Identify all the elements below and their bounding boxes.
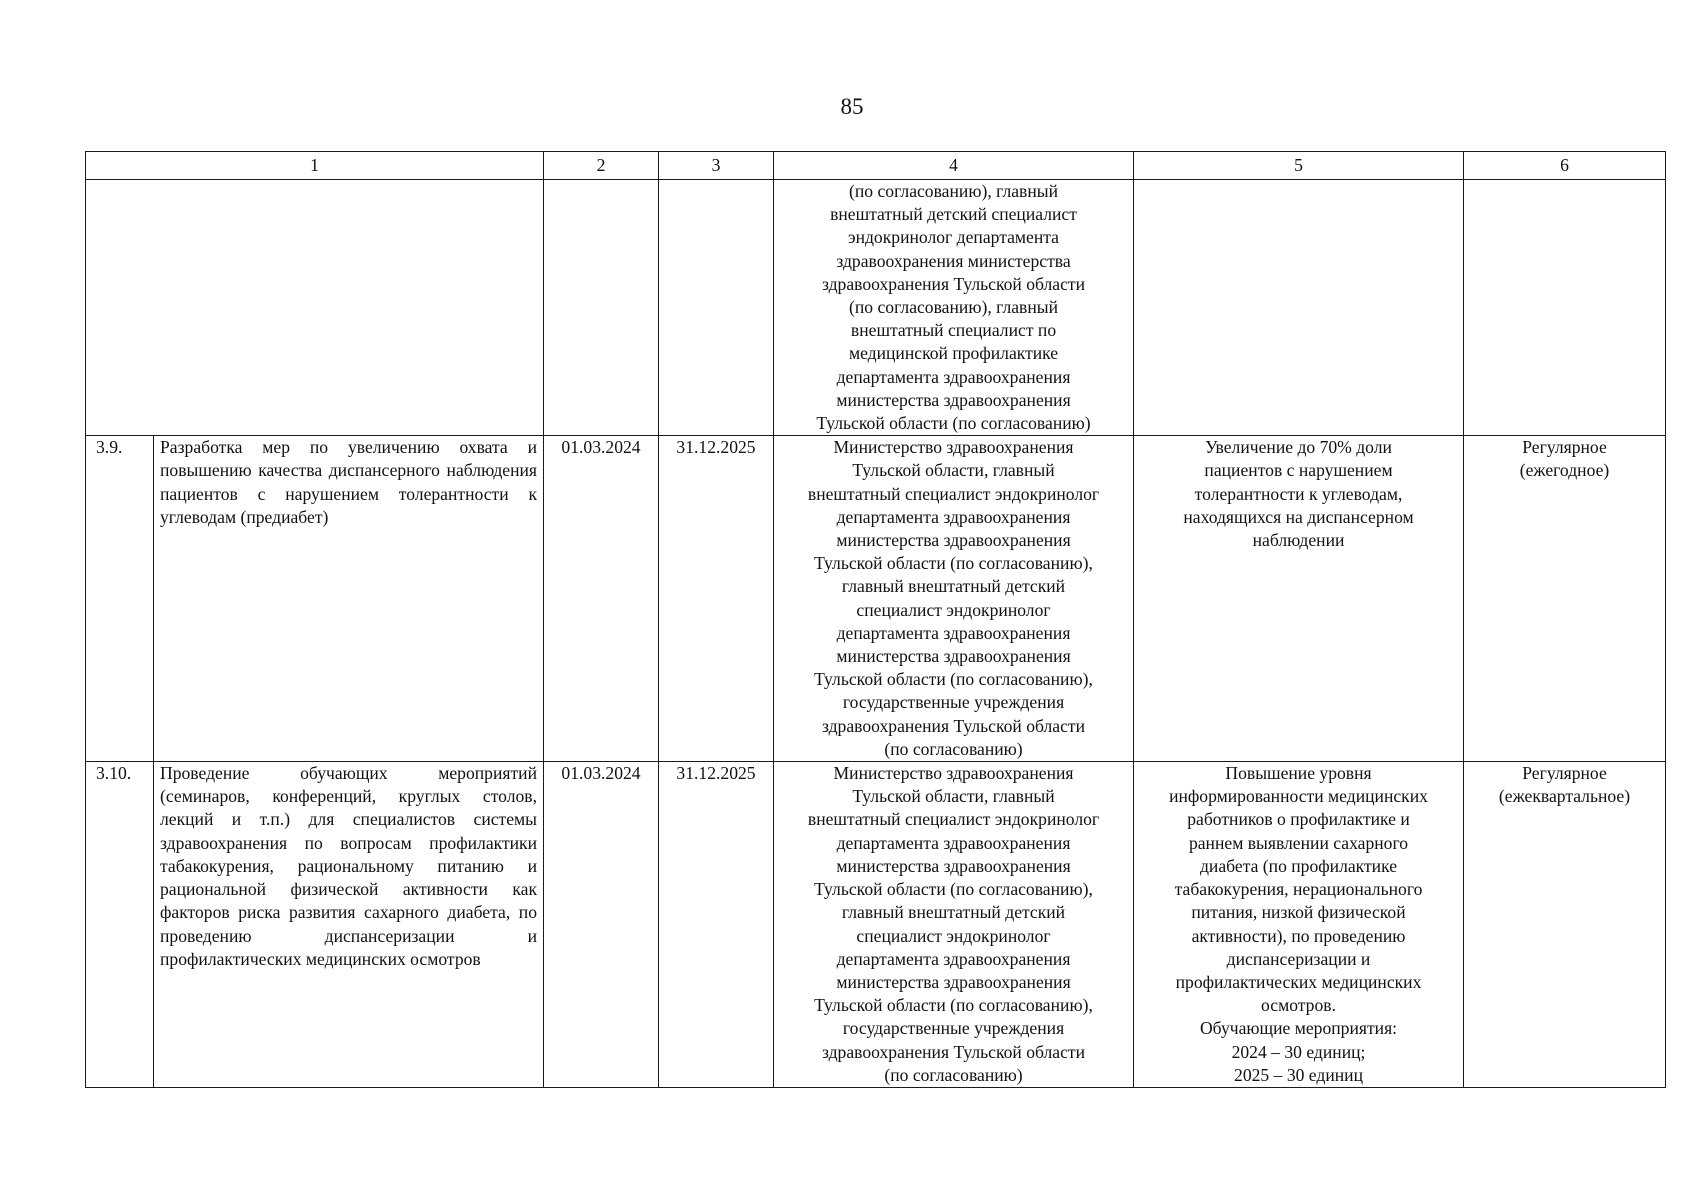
responsible-line: министерства здравоохранения [836, 530, 1071, 551]
responsible-line: Министерство здравоохранения [833, 763, 1074, 784]
responsible-line: (по согласованию), главный [849, 297, 1058, 318]
responsible-line: департамента здравоохранения [836, 366, 1071, 387]
result-line: пациентов с нарушением [1204, 460, 1393, 481]
responsible-line: Тульской области, главный [852, 786, 1055, 807]
periodicity-line: Регулярное [1522, 763, 1607, 784]
responsible-line: здравоохранения министерства [836, 250, 1071, 271]
responsible-line: здравоохранения Тульской области [821, 273, 1086, 294]
responsible-line: здравоохранения Тульской области [821, 715, 1086, 736]
result-line: работников о профилактике и [1187, 809, 1410, 830]
responsible-line: Тульской области (по согласованию), [814, 995, 1093, 1016]
responsible-line: Министерство здравоохранения [833, 437, 1074, 458]
responsible-line: (по согласованию) [884, 1064, 1023, 1085]
responsible-line: внештатный детский специалист [830, 204, 1077, 225]
responsible-line: эндокринолог департамента [848, 227, 1059, 248]
result-line: наблюдении [1252, 530, 1345, 551]
periodicity-line: (ежеквартальное) [1498, 786, 1631, 807]
responsible-line: Тульской области (по согласованию) [816, 413, 1091, 434]
result-line: питания, низкой физической [1191, 902, 1406, 923]
responsible-line: главный внештатный детский [841, 902, 1066, 923]
row-result-cell [1134, 762, 1464, 1088]
result-line: осмотров. [1261, 995, 1336, 1016]
row-end-date: 31.12.2025 [659, 762, 774, 1088]
result-line: табакокурения, нерационального [1174, 879, 1423, 900]
responsible-line: специалист эндокринолог [856, 599, 1051, 620]
responsible-line: государственные учреждения [842, 1018, 1065, 1039]
result-line: 2024 – 30 единиц; [1231, 1041, 1366, 1062]
row-end-cell [659, 180, 774, 436]
header-col-5: 5 [1134, 152, 1464, 180]
header-col-6: 6 [1464, 152, 1666, 180]
table-row [86, 762, 1666, 1088]
row-start-date: 01.03.2024 [544, 436, 659, 762]
table-row [86, 436, 1666, 762]
result-line: диабета (по профилактике [1199, 855, 1398, 876]
responsible-line: Тульской области (по согласованию), [814, 669, 1093, 690]
responsible-line: (по согласованию) [884, 738, 1023, 759]
header-col-2: 2 [544, 152, 659, 180]
result-line: Повышение уровня [1225, 763, 1372, 784]
result-line: Увеличение до 70% доли [1205, 437, 1392, 458]
responsible-line: (по согласованию), главный [849, 181, 1058, 201]
row-responsible-cell [774, 436, 1134, 762]
responsible-line: государственные учреждения [842, 692, 1065, 713]
responsible-line: министерства здравоохранения [836, 646, 1071, 667]
result-line: 2025 – 30 единиц [1234, 1064, 1363, 1085]
responsible-line: министерства здравоохранения [836, 855, 1071, 876]
row-periodicity-cell [1464, 436, 1666, 762]
responsible-line: здравоохранения Тульской области [821, 1041, 1086, 1062]
row-name: Разработка мер по увеличению охвата и повышению качества диспансерного наблюдения пациентов с нарушением толерантности к углеводам (предиабет) [154, 436, 544, 762]
responsible-line: министерства здравоохранения [836, 389, 1071, 410]
responsible-line: департамента здравоохранения [836, 832, 1071, 853]
plan-table [85, 151, 1666, 1088]
result-line: толерантности к углеводам, [1194, 483, 1403, 504]
responsible-line: Тульской области, главный [852, 460, 1055, 481]
result-line: раннем выявлении сахарного [1188, 832, 1409, 853]
row-periodicity-cell [1464, 180, 1666, 436]
responsible-line: внештатный специалист эндокринолог [807, 809, 1100, 830]
row-periodicity-cell [1464, 762, 1666, 1088]
row-responsible-cell [774, 762, 1134, 1088]
row-start-cell [544, 180, 659, 436]
row-end-date: 31.12.2025 [659, 436, 774, 762]
row-number: 3.9. [86, 436, 154, 762]
row-start-date: 01.03.2024 [544, 762, 659, 1088]
periodicity-line: (ежегодное) [1519, 460, 1610, 481]
row-number: 3.10. [86, 762, 154, 1088]
responsible-line: главный внештатный детский [841, 576, 1066, 597]
responsible-line: департамента здравоохранения [836, 506, 1071, 527]
header-col-1: 1 [86, 152, 544, 180]
responsible-line: Тульской области (по согласованию), [814, 553, 1093, 574]
responsible-line: министерства здравоохранения [836, 971, 1071, 992]
result-line: активности), по проведению [1191, 925, 1406, 946]
row-name: Проведение обучающих мероприятий (семинаров, конференций, круглых столов, лекций и т.п.) для специалистов системы здравоохранения по вопросам профилактики табакокурения, рациональному питанию и рациональной физической активности как факторов риска развития сахарного диабета, по проведению диспансеризации и профилактических медицинских осмотров [154, 762, 544, 1088]
responsible-line: медицинской профилактике [848, 343, 1059, 364]
periodicity-line: Регулярное [1522, 437, 1607, 458]
page-number: 85 [840, 94, 864, 119]
result-line: Обучающие мероприятия: [1199, 1018, 1398, 1039]
header-col-4: 4 [774, 152, 1134, 180]
row-result-cell [1134, 436, 1464, 762]
responsible-line: специалист эндокринолог [856, 925, 1051, 946]
responsible-line: департамента здравоохранения [836, 622, 1071, 643]
result-line: профилактических медицинских [1175, 971, 1422, 992]
responsible-line: внештатный специалист эндокринолог [807, 483, 1100, 504]
responsible-line: Тульской области (по согласованию), [814, 879, 1093, 900]
responsible-line: департамента здравоохранения [836, 948, 1071, 969]
result-line: диспансеризации и [1226, 948, 1371, 969]
table-row [86, 180, 1666, 436]
header-col-3: 3 [659, 152, 774, 180]
responsible-line: внештатный специалист по [850, 320, 1057, 341]
row-result-cell [1134, 180, 1464, 436]
header-row [86, 152, 1666, 180]
row-responsible-cell [774, 180, 1134, 436]
result-line: информированности медицинских [1169, 786, 1428, 807]
result-line: находящихся на диспансерном [1183, 506, 1414, 527]
row-name-cell [86, 180, 544, 436]
